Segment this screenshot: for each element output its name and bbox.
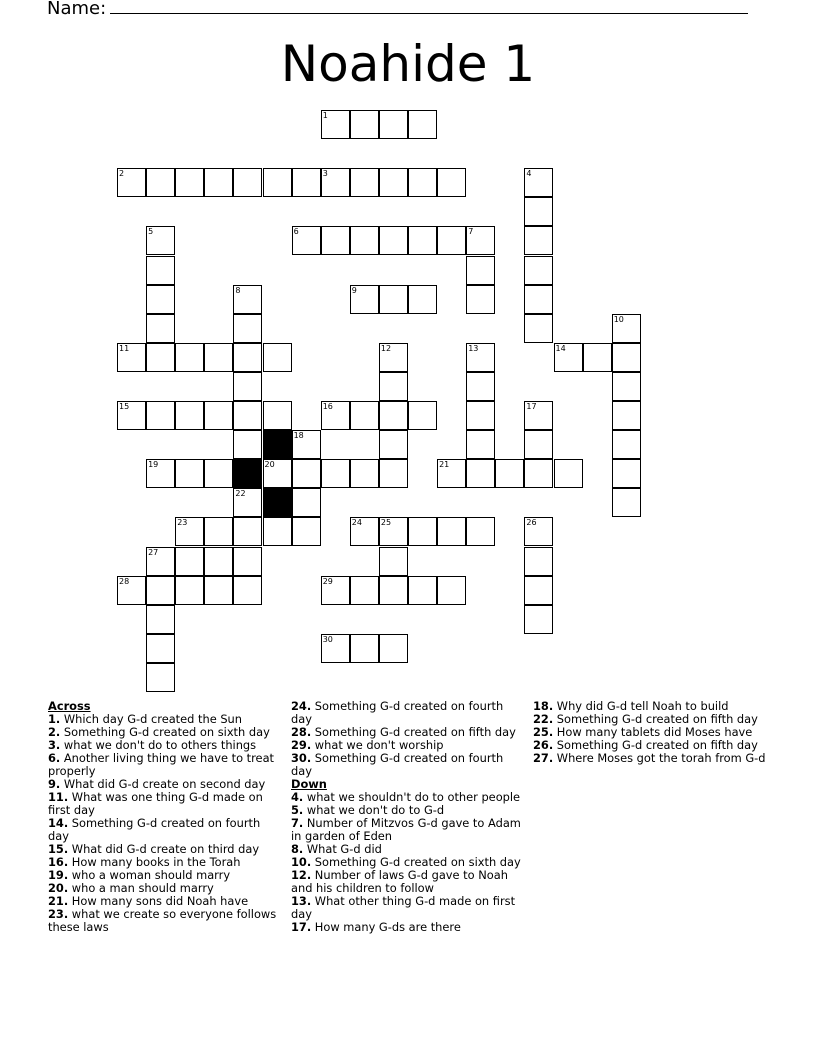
crossword-cell[interactable] (379, 110, 408, 139)
clue-text: Number of Mitzvos G-d gave to Adam in garden of Eden (291, 816, 521, 843)
crossword-cell[interactable] (350, 168, 379, 197)
crossword-cell[interactable] (350, 226, 379, 255)
clue-number-label: 20. (48, 881, 69, 895)
clue-number-label: 5. (291, 803, 304, 817)
clue-text: What did G-d create on second day (60, 777, 266, 791)
clue-number: 16 (322, 402, 333, 411)
crossword-cell[interactable] (379, 343, 408, 372)
crossword-cell[interactable] (263, 168, 292, 197)
crossword-cell[interactable] (495, 459, 524, 488)
crossword-cell[interactable] (321, 168, 350, 197)
down-clue (291, 817, 527, 843)
crossword-cell[interactable] (292, 517, 321, 546)
crossword-cell[interactable] (408, 285, 437, 314)
crossword-cell[interactable] (233, 430, 262, 459)
crossword-cell[interactable] (146, 634, 175, 663)
crossword-cell[interactable] (204, 459, 233, 488)
crossword-cell[interactable] (321, 576, 350, 605)
clue-number: 20 (264, 460, 275, 470)
crossword-cell[interactable] (524, 197, 553, 226)
clue-number-label: 25. (533, 725, 554, 739)
clue-number-label: 21. (48, 894, 69, 908)
across-clue (48, 817, 284, 843)
clue-column-2 (291, 700, 527, 934)
crossword-cell[interactable] (612, 372, 641, 401)
clue-number-label: 14. (48, 816, 69, 830)
crossword-cell[interactable] (554, 343, 583, 372)
clue-text: Something G-d created on fourth day (291, 751, 504, 778)
clue-number-label: 28. (291, 725, 312, 739)
crossword-cell[interactable] (350, 285, 379, 314)
clue-number: 7 (468, 227, 474, 237)
crossword-cell[interactable] (292, 168, 321, 197)
crossword-black-cell (263, 488, 292, 517)
crossword-cell[interactable] (146, 663, 175, 692)
clue-number: 18 (293, 431, 304, 441)
clue-text: What did G-d create on third day (68, 842, 260, 856)
clue-number: 28 (119, 576, 130, 586)
clue-text: Something G-d created on sixth day (60, 725, 270, 739)
clue-text: who a man should marry (68, 881, 214, 895)
crossword-cell[interactable] (233, 547, 262, 576)
crossword-cell[interactable] (408, 401, 437, 430)
clue-text: Something G-d created on fifth day (311, 725, 516, 739)
crossword-cell[interactable] (321, 401, 350, 430)
crossword-cell[interactable] (292, 488, 321, 517)
clue-number: 13 (468, 343, 479, 353)
crossword-cell[interactable] (466, 401, 495, 430)
crossword-cell[interactable] (466, 226, 495, 255)
clue-text: Number of laws G-d gave to Noah and his children to follow (291, 868, 508, 895)
name-label: Name: (47, 0, 107, 19)
crossword-cell[interactable] (408, 168, 437, 197)
clue-number: 12 (380, 343, 392, 353)
crossword-cell[interactable] (233, 488, 262, 517)
crossword-cell[interactable] (524, 168, 553, 197)
crossword-cell[interactable] (263, 343, 292, 372)
across-clue (48, 752, 284, 778)
crossword-cell[interactable] (379, 459, 408, 488)
crossword-cell[interactable] (233, 401, 262, 430)
clue-number: 6 (293, 227, 299, 237)
clue-text: How many sons did Noah have (68, 894, 249, 908)
crossword-cell[interactable] (466, 459, 495, 488)
crossword-cell[interactable] (350, 634, 379, 663)
crossword-cell[interactable] (466, 256, 495, 285)
clue-text: Something G-d created on sixth day (311, 855, 521, 869)
crossword-cell[interactable] (263, 459, 292, 488)
across-heading: Across (48, 699, 91, 713)
crossword-cell[interactable] (524, 256, 553, 285)
crossword-cell[interactable] (175, 576, 204, 605)
crossword-cell[interactable] (175, 459, 204, 488)
crossword-cell[interactable] (175, 168, 204, 197)
clue-text: What G-d did (303, 842, 382, 856)
clue-number-label: 27. (533, 751, 554, 765)
crossword-cell[interactable] (146, 343, 175, 372)
crossword-cell[interactable] (379, 576, 408, 605)
clue-number-label: 15. (48, 842, 69, 856)
crossword-cell[interactable] (466, 343, 495, 372)
clue-text: what we shouldn't do to other people (303, 790, 521, 804)
clue-number-label: 26. (533, 738, 554, 752)
crossword-cell[interactable] (379, 372, 408, 401)
crossword-cell[interactable] (408, 110, 437, 139)
crossword-cell[interactable] (612, 459, 641, 488)
clue-number-label: 2. (48, 725, 61, 739)
clue-number-label: 1. (48, 712, 61, 726)
crossword-cell[interactable] (408, 226, 437, 255)
clue-column-3 (533, 700, 769, 765)
clue-number-label: 17. (291, 920, 312, 934)
crossword-cell[interactable] (379, 401, 408, 430)
clue-number-label: 16. (48, 855, 69, 869)
down-heading: Down (291, 777, 327, 791)
clue-number: 25 (380, 518, 392, 528)
crossword-cell[interactable] (233, 372, 262, 401)
crossword-cell[interactable] (233, 343, 262, 372)
down-clue (291, 895, 527, 921)
crossword-cell[interactable] (554, 459, 583, 488)
clue-number: 4 (526, 169, 532, 179)
crossword-cell[interactable] (524, 314, 553, 343)
crossword-cell[interactable] (321, 459, 350, 488)
across-clue (48, 791, 284, 817)
crossword-cell[interactable] (146, 459, 175, 488)
crossword-cell[interactable] (233, 168, 262, 197)
clue-number-label: 30. (291, 751, 312, 765)
crossword-cell[interactable] (146, 605, 175, 634)
clue-number: 29 (322, 576, 333, 586)
crossword-cell[interactable] (117, 401, 146, 430)
clue-text: Which day G-d created the Sun (60, 712, 242, 726)
crossword-cell[interactable] (204, 517, 233, 546)
clue-text: What other thing G-d made on first day (291, 894, 516, 921)
clue-number-label: 24. (291, 699, 312, 713)
crossword-cell[interactable] (379, 285, 408, 314)
page-title: Noahide 1 (280, 35, 536, 93)
crossword-cell[interactable] (263, 401, 292, 430)
crossword-cell[interactable] (146, 547, 175, 576)
crossword-cell[interactable] (524, 401, 553, 430)
down-clue (291, 869, 527, 895)
clue-number: 17 (526, 402, 537, 411)
clue-number: 14 (555, 343, 566, 353)
crossword-cell[interactable] (292, 226, 321, 255)
clue-number: 30 (322, 634, 333, 644)
clue-number-label: 23. (48, 907, 69, 921)
crossword-cell[interactable] (175, 517, 204, 546)
crossword-cell[interactable] (117, 576, 146, 605)
clue-column-1 (48, 700, 284, 934)
crossword-cell[interactable] (524, 430, 553, 459)
clue-text: Something G-d created on fifth day (553, 738, 758, 752)
crossword-cell[interactable] (146, 401, 175, 430)
crossword-cell[interactable] (350, 459, 379, 488)
crossword-cell[interactable] (524, 459, 553, 488)
crossword-cell[interactable] (466, 285, 495, 314)
clue-number-label: 4. (291, 790, 304, 804)
crossword-cell[interactable] (437, 576, 466, 605)
clue-text: Another living thing we have to treat properly (48, 751, 275, 778)
clue-number: 8 (235, 285, 241, 295)
crossword-cell[interactable] (175, 547, 204, 576)
clue-number: 21 (439, 460, 450, 470)
crossword-cell[interactable] (204, 168, 233, 197)
crossword-cell[interactable] (466, 517, 495, 546)
clue-text: who a woman should marry (68, 868, 231, 882)
crossword-cell[interactable] (233, 285, 262, 314)
clue-number-label: 13. (291, 894, 312, 908)
clue-number-label: 7. (291, 816, 304, 830)
crossword-cell[interactable] (379, 430, 408, 459)
across-clue (291, 700, 527, 726)
crossword-cell[interactable] (117, 168, 146, 197)
clue-text: How many tablets did Moses have (553, 725, 753, 739)
clue-text: what we don't worship (311, 738, 444, 752)
clue-text: Something G-d created on fourth day (291, 699, 504, 726)
down-clue (533, 752, 769, 765)
crossword-cell[interactable] (524, 605, 553, 634)
crossword-cell[interactable] (524, 285, 553, 314)
crossword-cell[interactable] (612, 430, 641, 459)
clue-number-label: 12. (291, 868, 312, 882)
clue-text: Why did G-d tell Noah to build (553, 699, 729, 713)
clue-number: 26 (526, 518, 537, 528)
clue-number: 10 (613, 314, 624, 324)
down-clue (291, 921, 527, 934)
crossword-cell[interactable] (437, 168, 466, 197)
crossword-cell[interactable] (379, 634, 408, 663)
crossword-cell[interactable] (146, 285, 175, 314)
crossword-cell[interactable] (292, 430, 321, 459)
clue-number: 5 (148, 227, 154, 237)
crossword-cell[interactable] (437, 517, 466, 546)
crossword-cell[interactable] (612, 343, 641, 372)
clue-number-label: 11. (48, 790, 69, 804)
clue-number: 23 (177, 518, 188, 528)
crossword-cell[interactable] (321, 226, 350, 255)
clue-number-label: 19. (48, 868, 69, 882)
crossword-cell[interactable] (350, 401, 379, 430)
crossword-cell[interactable] (321, 110, 350, 139)
clue-number-label: 9. (48, 777, 61, 791)
crossword-cell[interactable] (146, 226, 175, 255)
clue-text: How many G-ds are there (311, 920, 461, 934)
crossword-cell[interactable] (437, 226, 466, 255)
crossword-cell[interactable] (524, 576, 553, 605)
clue-number: 22 (235, 489, 246, 499)
crossword-cell[interactable] (350, 576, 379, 605)
crossword-cell[interactable] (204, 547, 233, 576)
crossword-cell[interactable] (583, 343, 612, 372)
clue-number-label: 22. (533, 712, 554, 726)
crossword-cell[interactable] (524, 547, 553, 576)
crossword-cell[interactable] (233, 576, 262, 605)
crossword-black-cell (263, 430, 292, 459)
crossword-cell[interactable] (263, 517, 292, 546)
crossword-cell[interactable] (350, 517, 379, 546)
clue-number: 24 (351, 518, 362, 528)
clue-number-label: 8. (291, 842, 304, 856)
clue-text: What was one thing G-d made on first day (48, 790, 263, 817)
clue-number-label: 10. (291, 855, 312, 869)
crossword-cell[interactable] (233, 314, 262, 343)
crossword-cell[interactable] (204, 401, 233, 430)
clue-number-label: 3. (48, 738, 61, 752)
crossword-cell[interactable] (612, 314, 641, 343)
crossword-cell[interactable] (146, 168, 175, 197)
crossword-cell[interactable] (379, 168, 408, 197)
crossword-cell[interactable] (379, 517, 408, 546)
clue-text: what we don't do to others things (60, 738, 257, 752)
clue-text: Where Moses got the torah from G-d (553, 751, 766, 765)
crossword-cell[interactable] (612, 488, 641, 517)
clue-number: 3 (322, 169, 328, 179)
crossword-cell[interactable] (292, 459, 321, 488)
clue-text: How many books in the Torah (68, 855, 241, 869)
crossword-cell[interactable] (117, 343, 146, 372)
crossword-cell[interactable] (466, 372, 495, 401)
clue-number-label: 6. (48, 751, 61, 765)
across-clue (48, 908, 284, 934)
clue-number: 2 (119, 169, 125, 179)
clue-text: Something G-d created on fifth day (553, 712, 758, 726)
clue-text: what we create so everyone follows these laws (48, 907, 277, 934)
crossword-cell[interactable] (524, 226, 553, 255)
clue-number: 11 (119, 343, 130, 353)
crossword-cell[interactable] (146, 256, 175, 285)
crossword-cell[interactable] (146, 314, 175, 343)
crossword-cell[interactable] (204, 576, 233, 605)
clue-number: 27 (148, 547, 159, 557)
crossword-cell[interactable] (146, 576, 175, 605)
clue-number-label: 18. (533, 699, 554, 713)
crossword-cell[interactable] (379, 547, 408, 576)
crossword-cell[interactable] (379, 226, 408, 255)
across-clue (291, 752, 527, 778)
crossword-cell[interactable] (175, 401, 204, 430)
clue-text: Something G-d created on fourth day (48, 816, 261, 843)
clue-number-label: 29. (291, 738, 312, 752)
crossword-cell[interactable] (408, 576, 437, 605)
crossword-cell[interactable] (175, 343, 204, 372)
crossword-cell[interactable] (524, 517, 553, 546)
crossword-cell[interactable] (612, 401, 641, 430)
crossword-black-cell (233, 459, 262, 488)
clue-number: 15 (119, 402, 130, 411)
crossword-cell[interactable] (408, 517, 437, 546)
crossword-cell[interactable] (466, 430, 495, 459)
crossword-cell[interactable] (204, 343, 233, 372)
clue-text: what we don't do to G-d (303, 803, 445, 817)
crossword-cell[interactable] (437, 459, 466, 488)
clue-number: 19 (148, 460, 159, 470)
crossword-cell[interactable] (321, 634, 350, 663)
clue-number: 1 (322, 111, 328, 120)
crossword-cell[interactable] (350, 110, 379, 139)
clue-number: 9 (351, 285, 357, 295)
crossword-cell[interactable] (233, 517, 262, 546)
